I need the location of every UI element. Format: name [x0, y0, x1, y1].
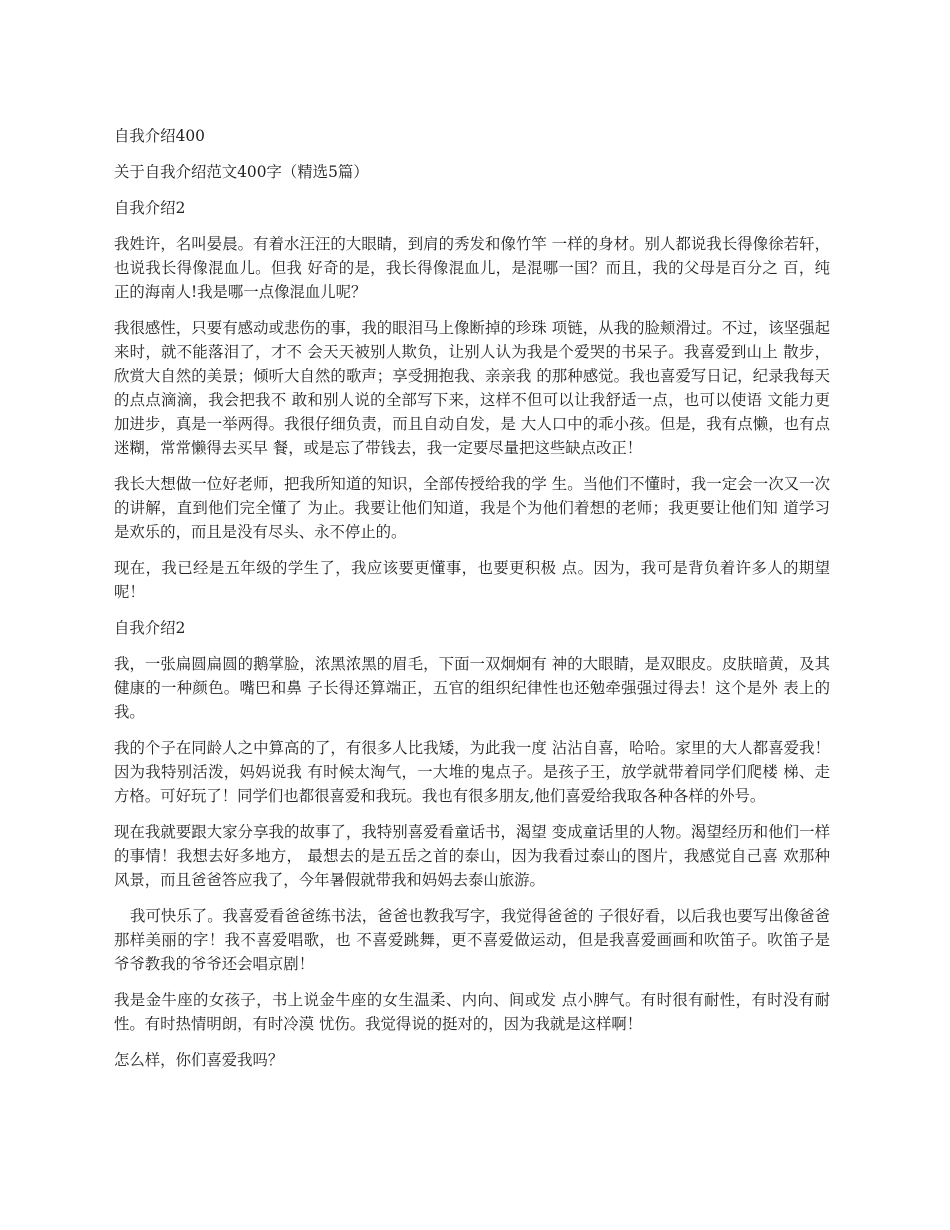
document-subtitle: 关于自我介绍范文400字（精选5篇）	[114, 163, 369, 181]
paragraph: 我长大想做一位好老师，把我所知道的知识，全部传授给我的学 生。当他们不懂时，我一定会一次又一次的讲解，直到他们完全懂了 为止。我要让他们知道，我是个为他们着想的老师；我更要让他们知 道学习是欢乐的，而且是没有尽头、永不停止的。	[114, 475, 830, 541]
section-heading: 自我介绍2	[114, 199, 186, 217]
paragraph: 我是金牛座的女孩子，书上说金牛座的女生温柔、内向、间或发 点小脾气。有时很有耐性，有时没有耐性。有时热情明朗，有时冷漠 忧伤。我觉得说的挺对的，因为我就是这样啊！	[114, 991, 830, 1033]
document-body	[114, 124, 830, 1084]
paragraph: 怎么样，你们喜爱我吗？	[114, 1051, 284, 1069]
section-heading: 自我介绍2	[114, 619, 186, 637]
paragraph: 我的个子在同龄人之中算高的了，有很多人比我矮，为此我一度 沾沾自喜，哈哈。家里的大人都喜爱我！因为我特别活泼，妈妈说我 有时候太淘气，一大堆的鬼点子。是孩子王，放学就带着同学们爬楼 梯、走方格。可好玩了！同学们也都很喜爱和我玩。我也有很多朋友,他们喜爱给我取各种各样的外号。	[114, 739, 830, 805]
paragraph: 现在，我已经是五年级的学生了，我应该要更懂事，也要更积极 点。因为，我可是背负着许多人的期望呢！	[114, 559, 830, 601]
document-title: 自我介绍400	[114, 127, 205, 145]
paragraph: 现在我就要跟大家分享我的故事了，我特别喜爱看童话书，渴望 变成童话里的人物。渴望经历和他们一样的事情！我想去好多地方， 最想去的是五岳之首的泰山，因为我看过泰山的图片，我感觉自己喜 欢那种风景，而且爸爸答应我了，今年暑假就带我和妈妈去泰山旅游。	[114, 823, 830, 889]
paragraph: 我可快乐了。我喜爱看爸爸练书法，爸爸也教我写字，我觉得爸爸的 子很好看，以后我也要写出像爸爸那样美丽的字！我不喜爱唱歌，也 不喜爱跳舞，更不喜爱做运动，但是我喜爱画画和吹笛子。吹笛子是 爷爷教我的爷爷还会唱京剧！	[114, 907, 830, 973]
paragraph: 我很感性，只要有感动或悲伤的事，我的眼泪马上像断掉的珍珠 项链，从我的脸颊滑过。不过，该坚强起来时，就不能落泪了，才不 会天天被别人欺负，让别人认为我是个爱哭的书呆子。我喜爱到山上 散步，欣赏大自然的美景；倾听大自然的歌声；享受拥抱我、亲亲我 的那种感觉。我也喜爱写日记，纪录我每天的点点滴滴，我会把我不 敢和别人说的全部写下来，这样不但可以让我舒适一点，也可以使语 文能力更加进步，真是一举两得。我很仔细负责，而且自动自发，是 大人口中的乖小孩。但是，我有点懒，也有点迷糊，常常懒得去买早 餐，或是忘了带钱去，我一定要尽量把这些缺点改正！	[114, 319, 830, 457]
paragraph: 我，一张扁圆扁圆的鹅掌脸，浓黑浓黑的眉毛，下面一双炯炯有 神的大眼睛，是双眼皮。皮肤暗黄，及其健康的一种颜色。嘴巴和鼻 子长得还算端正，五官的组织纪律性也还勉牵强强过得去！这个是外 表上的我。	[114, 655, 830, 721]
paragraph: 我姓许，名叫晏晨。有着水汪汪的大眼睛，到肩的秀发和像竹竿 一样的身材。别人都说我长得像徐若轩，也说我长得像混血儿。但我 好奇的是，我长得像混血儿，是混哪一国？而且，我的父母是百分之 百，纯正的海南人!我是哪一点像混血儿呢？	[114, 235, 830, 301]
